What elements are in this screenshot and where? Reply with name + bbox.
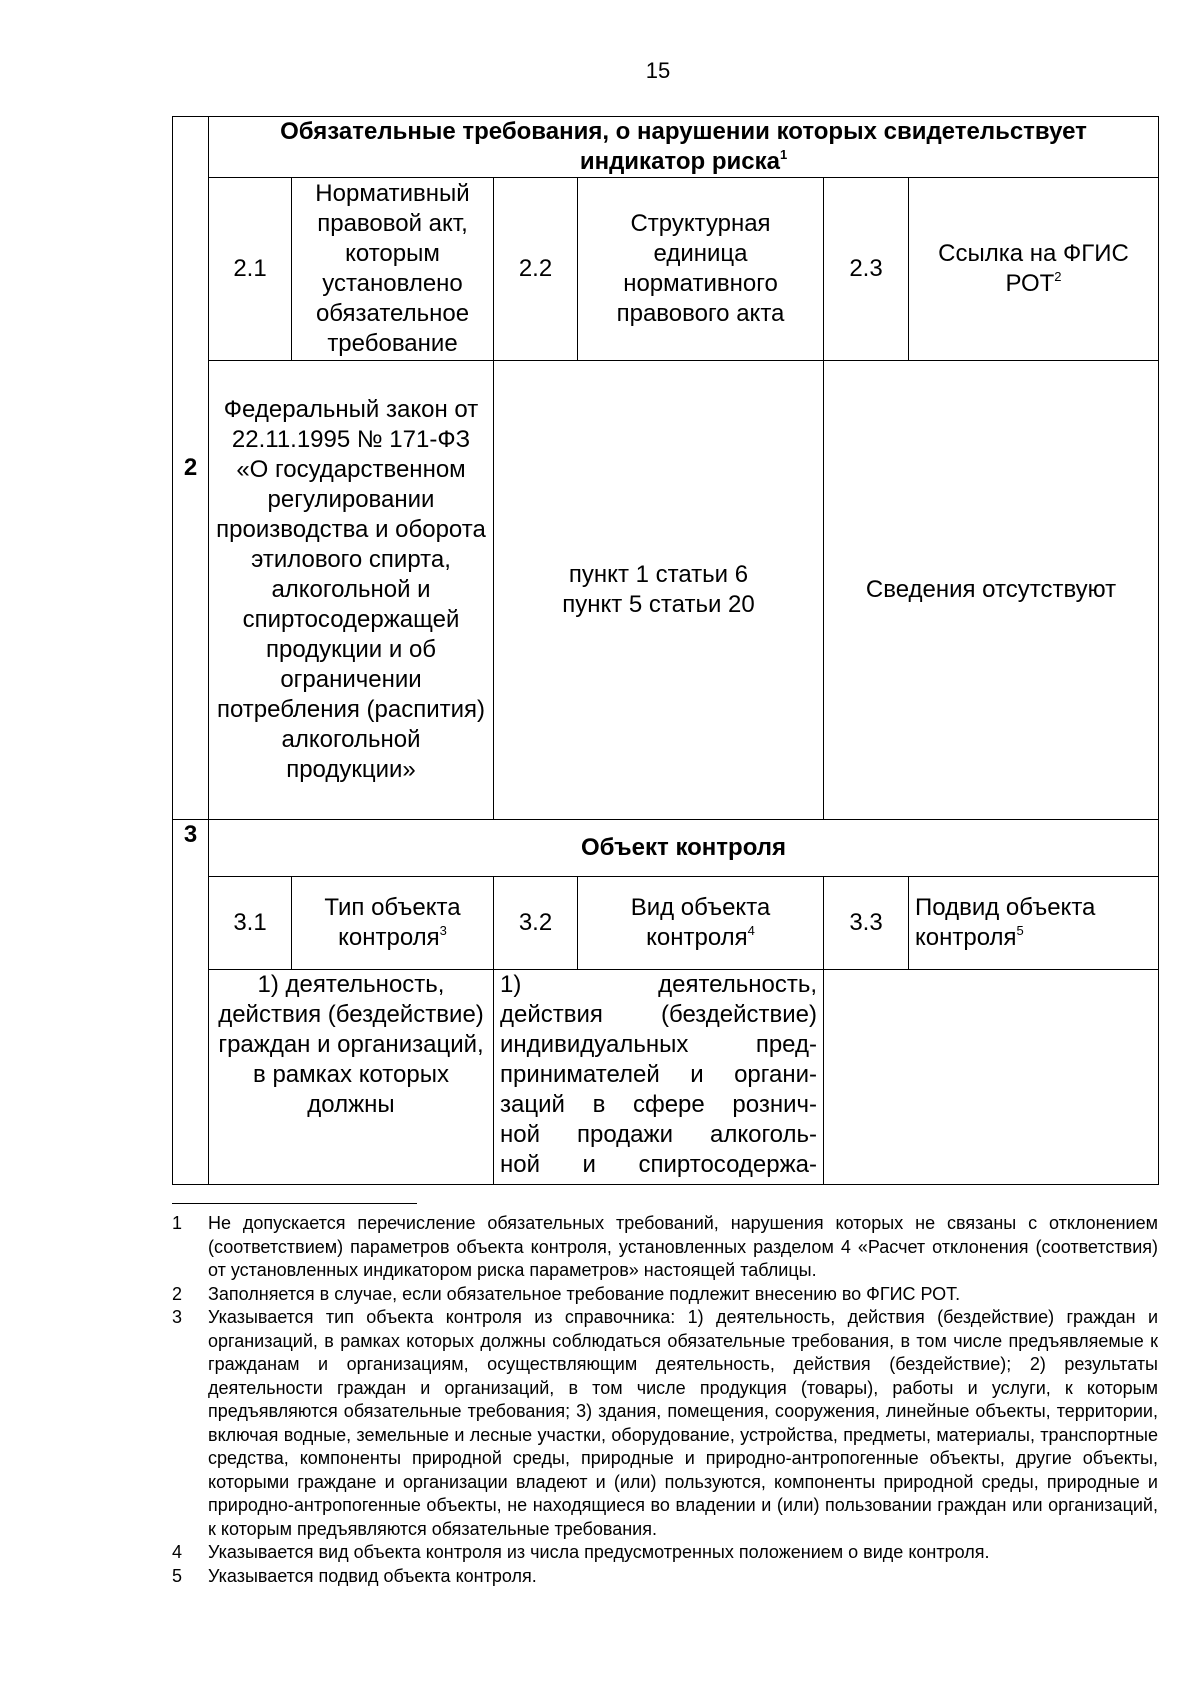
- object-kind-line: ной продажи алкоголь-: [500, 1121, 817, 1148]
- structural-unit: [494, 361, 824, 820]
- object-subtype-value: [824, 970, 1159, 1185]
- footnotes: [172, 1212, 1158, 1588]
- row-number-3: 3: [173, 820, 209, 1185]
- col-3-2-label: Вид объекта контроля$^4$: [578, 877, 824, 970]
- footnote-number: 5: [172, 1565, 183, 1586]
- footnote-text: Указывается вид объекта контроля из числа предусмотренных положением о виде контроля.: [208, 1542, 990, 1562]
- law-reference: Федеральный закон от 22.11.1995 № 171-ФЗ «О государственном регулировании производства и оборота этилового спирта, алкогольной и спиртосодержащей продукции и об ограничении потребления (распития) алкогольной продукции»: [209, 361, 494, 820]
- col-2-3-label: Ссылка на ФГИС РОТ$^2$: [909, 178, 1159, 361]
- col-3-3-number: 3.3: [824, 877, 909, 970]
- footnote-text: Заполняется в случае, если обязательное требование подлежит внесению во ФГИС РОТ.: [208, 1283, 961, 1304]
- footnote-2: [172, 1283, 1158, 1307]
- footnote-1: [172, 1212, 1158, 1283]
- footnote-number: 4: [172, 1542, 183, 1562]
- object-kind-line: ной и спиртосодержа-: [500, 1151, 817, 1178]
- object-kind-line: действия (бездействие): [500, 1001, 817, 1028]
- footnote-ref-4: 4: [747, 923, 755, 938]
- footnote-text: Указывается тип объекта контроля из справочника: 1) деятельность, действия (бездействие) граждан и организаций, в рамках которых должны соблюдаться обязательные требования, в том числе предъявляемые к гражданам и организациям, осуществляющим деятельность, действия (бездействие); 2) результаты деятельности граждан и организаций, в том числе продукция (товары), работы и услуги, к которым предъявляются обязательные требования; 3) здания, помещения, сооружения, линейные объекты, территории, включая водные, земельные и лесные участки, оборудование, устройства, предметы, материалы, транспортные средства, компоненты природной среды, природные и природно-антропогенные объекты, другие объекты, которыми граждане и организации владеют и (или) пользуются, компоненты природной среды, природные и природно-антропогенные объекты, не находящиеся во владении и (или) пользовании граждан или организаций, к которым предъявляются обязательные требования.: [208, 1307, 1158, 1539]
- footnote-number: 2: [172, 1283, 183, 1304]
- footnote-4: [172, 1541, 1158, 1565]
- col-3-2-number: 3.2: [494, 877, 578, 970]
- fgis-link-value: Сведения отсутствуют: [824, 361, 1159, 820]
- col-3-1-label: Тип объекта контроля$^3$: [292, 877, 494, 970]
- col-2-2-label: Структурная единица нормативного правового акта: [578, 178, 824, 361]
- col-2-1-label: Нормативный правовой акт, которым установлено обязательное требование: [292, 178, 494, 361]
- footnote-3: [172, 1306, 1158, 1541]
- object-kind-value: [494, 970, 824, 1185]
- footnote-ref-3: 3: [439, 923, 447, 938]
- section3-title: Объект контроля: [209, 820, 1159, 877]
- risk-indicator-table: [172, 116, 1159, 1185]
- object-kind-line: индивидуальных пред-: [500, 1031, 817, 1058]
- page-number: 15: [645, 58, 671, 83]
- footnote-ref-1: 1: [779, 147, 788, 162]
- object-type-value: 1) деятельность, действия (бездействие) граждан и организаций, в рамках которых должны: [209, 970, 494, 1185]
- footnote-text: Указывается подвид объекта контроля.: [208, 1565, 537, 1586]
- object-kind-line: принимателей и органи-: [500, 1061, 817, 1088]
- col-3-1-number: 3.1: [209, 877, 292, 970]
- col-3-3-label: Подвид объекта контроля$^5$: [909, 877, 1159, 970]
- footnote-separator: [172, 1203, 417, 1204]
- footnote-ref-2: 2: [1054, 269, 1062, 284]
- footnote-ref-5: 5: [1016, 923, 1024, 938]
- footnote-5: [172, 1565, 1158, 1589]
- structural-unit-line-2: пункт 5 статьи 20: [562, 591, 755, 618]
- object-kind-line: 1) деятельность,: [500, 971, 817, 998]
- col-2-3-number: 2.3: [824, 178, 909, 361]
- row-number-2: 2: [173, 117, 209, 820]
- object-kind-line: заций в сфере рознич-: [500, 1091, 817, 1118]
- col-2-2-number: 2.2: [494, 178, 578, 361]
- col-2-1-number: 2.1: [209, 178, 292, 361]
- section2-title: Обязательные требования, о нарушении которых свидетельствует индикатор риска$^1$: [209, 117, 1159, 178]
- footnote-number: 3: [172, 1307, 183, 1327]
- footnote-text: Не допускается перечисление обязательных требований, нарушения которых не связаны с отклонением (соответствием) параметров объекта контроля, установленных разделом 4 «Расчет отклонения (соответствия) от установленных индикатором риска параметров» настоящей таблицы.: [208, 1213, 1158, 1280]
- footnote-number: 1: [172, 1213, 183, 1233]
- structural-unit-line-1: пункт 1 статьи 6: [568, 561, 749, 588]
